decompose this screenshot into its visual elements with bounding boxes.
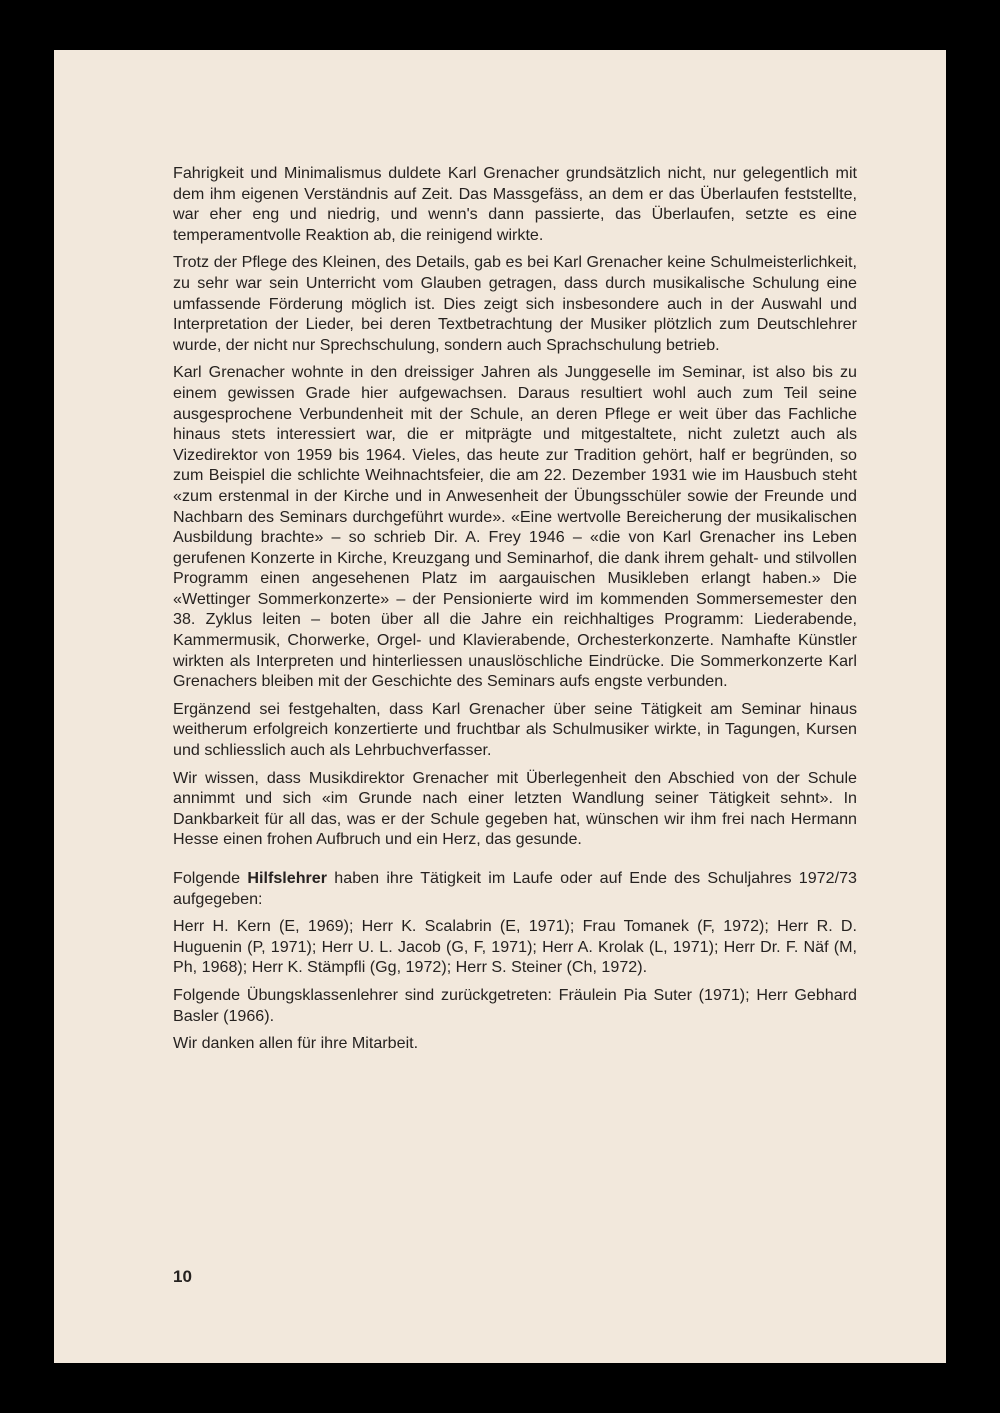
body-text — [173, 163, 857, 1061]
helpers-list: Herr H. Kern (E, 1969); Herr K. Scalabrin (E, 1971); Frau Tomanek (F, 1972); Herr R. D. Huguenin (P, 1971); Herr U. L. Jacob (G, F, 1971); Herr A. Krolak (L, 1971); Herr Dr. F. Näf (M, Ph, 1968); Herr K. Stämpfli (Gg, 1972); Herr S. Steiner (Ch, 1972). — [173, 917, 857, 977]
helpers-intro — [173, 868, 857, 909]
page-number: 10 — [173, 1267, 192, 1286]
practice-teachers: Folgende Übungsklassenlehrer sind zurückgetreten: Fräulein Pia Suter (1971); Herr Gebhard Basler (1966). — [173, 985, 857, 1025]
document-page — [54, 50, 946, 1363]
helpers-intro-after: haben ihre Tätigkeit im Laufe oder auf Ende des Schuljahres 1972/73 aufgegeben: — [173, 869, 857, 908]
paragraph-wohnte: Karl Grenacher wohnte in den dreissiger Jahren als Junggeselle im Seminar, ist also bis zu einem gewissen Grade hier aufgewachsen. Daraus resultiert wohl auch zum Teil seine ausgesprochene Verbundenheit mit der Schule, an deren Pflege er weit über das Fachliche hinaus stets interessiert war, die er mitprägte und mitgestaltete, nicht zuletzt auch als Vizedirektor von 1959 bis 1964. Vieles, das heute zur Tradition gehört, half er begründen, so zum Beispiel die schlichte Weihnachtsfeier, die am 22. Dezember 1931 wie im Hausbuch steht «zum erstenmal in der Kirche und in Anwesenheit der Übungsschüler sowie der Freunde und Nachbarn des Seminars durchgeführt wurde». «Eine wertvolle Bereicherung der musikalischen Ausbildung brachte» – so schrieb Dir. A. Frey 1946 – «die von Karl Grenacher ins Leben gerufenen Konzerte in Kirche, Kreuzgang und Seminarhof, die dank ihrem gehalt- und stilvollen Programm einen angesehenen Platz im aargauischen Musikleben erlangt haben.» Die «Wettinger Sommerkonzerte» – der Pensionierte wird im kommenden Sommersemester den 38. Zyklus leiten – boten über all die Jahre ein reichhaltiges Programm: Liederabende, Kammermusik, Chorwerke, Orgel- und Klavierabende, Orchesterkonzerte. Namhafte Künstler wirkten als Interpreten und hinterliessen unauslöschliche Eindrücke. Die Sommerkonzerte Karl Grenachers bleiben mit der Geschichte des Seminars aufs engste verbunden. — [173, 363, 857, 691]
paragraph-abschied: Wir wissen, dass Musikdirektor Grenacher mit Überlegenheit den Abschied von der Schule annimmt und sich «im Grunde nach einer letzten Wandlung seiner Tätigkeit sehnt». In Dankbarkeit für all das, was er der Schule gegeben hat, wünschen wir ihm frei nach Hermann Hesse einen frohen Aufbruch und ein Herz, das gesunde. — [173, 768, 857, 849]
helpers-intro-before: Folgende — [173, 869, 248, 887]
paragraph-ergaenzend: Ergänzend sei festgehalten, dass Karl Grenacher über seine Tätigkeit am Seminar hinaus weitherum erfolgreich konzertierte und fruchtbar als Schulmusiker wirkte, in Tagungen, Kursen und schliesslich auch als Lehrbuchverfasser. — [173, 699, 857, 760]
paragraph-pflege: Trotz der Pflege des Kleinen, des Details, gab es bei Karl Grenacher keine Schulmeisterlichkeit, zu sehr war sein Unterricht vom Glauben getragen, dass durch musikalische Schulung eine umfassende Förderung möglich ist. Dies zeigt sich insbesondere auch in der Auswahl und Interpretation der Lieder, bei deren Textbetrachtung der Musiker plötzlich zum Deutschlehrer wurde, der nicht nur Sprechschulung, sondern auch Sprachschulung betrieb. — [173, 253, 857, 354]
helpers-intro-bold: Hilfslehrer — [247, 869, 328, 887]
paragraph-fahrigkeit: Fahrigkeit und Minimalismus duldete Karl Grenacher grundsätzlich nicht, nur gelegentlich mit dem ihm eigenen Verständnis auf Zeit. Das Massgefäss, an dem er das Überlaufen feststellte, war eher eng und niedrig, und wenn's dann passierte, das Überlaufen, setzte es eine temperamentvolle Reaktion ab, die reinigend wirkte. — [173, 164, 857, 244]
thanks-line: Wir danken allen für ihre Mitarbeit. — [173, 1034, 419, 1053]
